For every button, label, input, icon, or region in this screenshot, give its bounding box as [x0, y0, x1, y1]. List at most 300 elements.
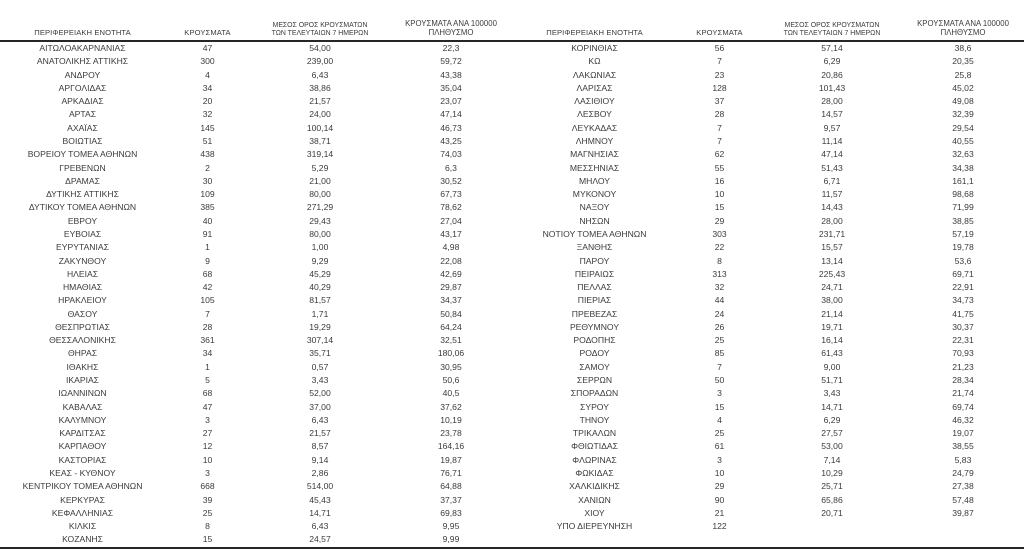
cases-cell: 16	[714, 175, 725, 186]
per100k-cell: 37,37	[440, 494, 462, 505]
table-row	[0, 494, 512, 507]
cases-cell: 15	[714, 202, 725, 213]
table-row	[0, 281, 512, 294]
cases-cell: 34	[202, 82, 213, 93]
table-row	[0, 414, 512, 427]
cases-cell: 29	[714, 481, 725, 492]
region-cell: ΧΑΝΙΩΝ	[578, 494, 611, 505]
cases-cell: 42	[202, 282, 213, 293]
avg7-cell: 19,71	[821, 321, 843, 332]
cases-cell: 68	[202, 268, 213, 279]
per100k-cell: 30,37	[952, 321, 974, 332]
avg7-cell: 1,71	[311, 308, 329, 319]
table-row	[512, 414, 1024, 427]
cases-cell: 23	[714, 69, 725, 80]
avg7-cell: 11,57	[821, 189, 843, 200]
per100k-cell: 4,98	[442, 242, 460, 253]
cases-cell: 3	[717, 454, 722, 465]
avg7-cell: 21,00	[309, 175, 331, 186]
cases-cell: 8	[717, 255, 722, 266]
avg7-cell: 81,57	[309, 295, 331, 306]
per100k-cell: 50,6	[442, 375, 460, 386]
per100k-cell: 37,62	[440, 401, 462, 412]
table-row	[512, 347, 1024, 360]
avg7-cell: 1,00	[311, 242, 329, 253]
region-cell: ΚΕΦΑΛΛΗΝΙΑΣ	[51, 507, 114, 518]
avg7-cell: 3,43	[311, 375, 329, 386]
cases-cell: 55	[714, 162, 725, 173]
region-cell: ΚΑΒΑΛΑΣ	[62, 401, 103, 412]
table-row	[512, 427, 1024, 440]
cases-cell: 300	[200, 56, 215, 67]
cases-cell: 56	[714, 43, 725, 53]
table-row	[512, 387, 1024, 400]
cases-cell: 39	[202, 494, 213, 505]
region-cell: ΠΙΕΡΙΑΣ	[577, 295, 612, 306]
per100k-cell: 43,38	[440, 69, 462, 80]
column-header-cases: ΚΡΟΥΣΜΑΤΑ	[184, 28, 231, 38]
cases-cell: 27	[202, 428, 213, 439]
cases-cell: 90	[714, 494, 725, 505]
region-cell: ΘΑΣΟΥ	[67, 308, 98, 319]
per100k-cell: 57,19	[952, 228, 974, 239]
region-cell: ΓΡΕΒΕΝΩΝ	[59, 162, 106, 173]
cases-cell: 25	[714, 335, 725, 346]
avg7-cell: 37,00	[309, 401, 331, 412]
per100k-cell: 22,31	[952, 335, 974, 346]
per100k-cell: 50,84	[440, 308, 462, 319]
table-row	[512, 361, 1024, 374]
column-header-cases: ΚΡΟΥΣΜΑΤΑ	[696, 28, 743, 38]
table-row	[512, 148, 1024, 161]
per100k-cell: 59,72	[440, 56, 462, 67]
avg7-cell: 307,14	[306, 335, 334, 346]
cases-cell: 44	[714, 295, 725, 306]
cases-cell: 34	[202, 348, 213, 359]
cases-cell: 22	[714, 242, 725, 253]
table-row	[512, 241, 1024, 254]
table-row	[512, 308, 1024, 321]
region-cell: ΚΕΑΣ - ΚΥΘΝΟΥ	[49, 468, 116, 478]
avg7-cell: 14,43	[821, 202, 843, 213]
per100k-cell	[902, 520, 1024, 533]
avg7-cell: 6,43	[311, 69, 329, 80]
region-cell: ΔΡΑΜΑΣ	[65, 175, 100, 186]
column-header-avg7	[762, 22, 902, 38]
table-row	[0, 201, 512, 214]
avg7-cell: 2,86	[311, 468, 329, 478]
region-cell: ΚΩ	[588, 56, 601, 67]
per100k-cell: 34,73	[952, 295, 974, 306]
per100k-cell: 40,5	[442, 388, 460, 399]
region-cell: ΛΑΣΙΘΙΟΥ	[574, 96, 615, 107]
per100k-cell: 71,99	[952, 202, 974, 213]
region-cell: ΣΕΡΡΩΝ	[576, 375, 613, 386]
cases-cell: 361	[200, 335, 215, 346]
per100k-cell: 49,08	[952, 96, 974, 107]
region-cell: ΕΥΒΟΙΑΣ	[63, 228, 102, 239]
table-row	[0, 255, 512, 268]
avg7-cell: 3,43	[823, 388, 841, 399]
region-cell: ΚΙΛΚΙΣ	[68, 521, 97, 532]
right-table-body	[512, 42, 1024, 533]
per100k-cell: 64,24	[440, 321, 462, 332]
avg7-cell: 24,71	[821, 282, 843, 293]
avg7-cell: 9,00	[823, 361, 841, 372]
table-row	[512, 122, 1024, 135]
cases-cell: 12	[202, 441, 213, 452]
per100k-cell: 30,52	[440, 175, 462, 186]
region-cell: ΚΟΖΑΝΗΣ	[62, 534, 103, 545]
avg7-cell: 16,14	[821, 335, 843, 346]
table-row	[0, 228, 512, 241]
per100k-cell: 47,14	[440, 109, 462, 120]
cases-cell: 61	[714, 441, 725, 452]
per100k-cell: 76,71	[440, 468, 462, 478]
region-cell: ΝΗΣΩΝ	[579, 215, 610, 226]
region-cell: ΠΕΙΡΑΙΩΣ	[574, 268, 615, 279]
cases-cell: 7	[717, 56, 722, 67]
table-row	[0, 374, 512, 387]
region-cell: ΖΑΚΥΝΘΟΥ	[58, 255, 107, 266]
table-row	[0, 401, 512, 414]
cases-cell: 385	[200, 202, 215, 213]
per100k-cell: 78,62	[440, 202, 462, 213]
avg7-cell: 14,71	[309, 507, 331, 518]
per100k-cell: 34,38	[952, 162, 974, 173]
table-row	[0, 108, 512, 121]
region-cell: ΚΕΝΤΡΙΚΟΥ ΤΟΜΕΑ ΑΘΗΝΩΝ	[22, 481, 143, 492]
avg7-cell: 21,57	[309, 96, 331, 107]
column-header-per100k-line1: ΚΡΟΥΣΜΑΤΑ ΑΝΑ 100000	[405, 19, 497, 29]
cases-cell: 122	[712, 521, 727, 532]
avg7-cell: 38,71	[309, 135, 331, 146]
region-cell: ΘΕΣΣΑΛΟΝΙΚΗΣ	[49, 335, 116, 346]
region-cell: ΛΕΥΚΑΔΑΣ	[571, 122, 618, 133]
table-row	[0, 175, 512, 188]
table-row	[0, 480, 512, 493]
table-row	[0, 162, 512, 175]
cases-cell: 25	[202, 507, 213, 518]
region-cell: ΑΡΓΟΛΙΔΑΣ	[58, 82, 107, 93]
region-cell: ΗΛΕΙΑΣ	[66, 268, 99, 279]
cases-cell: 7	[717, 122, 722, 133]
per100k-cell: 9,95	[442, 521, 460, 532]
per100k-cell: 6,3	[445, 162, 457, 173]
avg7-cell: 51,43	[821, 162, 843, 173]
avg7-cell: 21,14	[821, 308, 843, 319]
cases-cell: 85	[714, 348, 725, 359]
region-cell: ΕΒΡΟΥ	[67, 215, 98, 226]
avg7-cell: 14,71	[821, 401, 843, 412]
table-row	[0, 334, 512, 347]
avg7-cell: 25,71	[821, 481, 843, 492]
avg7-cell: 38,00	[821, 295, 843, 306]
cases-cell: 7	[717, 361, 722, 372]
table-row	[512, 82, 1024, 95]
per100k-cell: 10,19	[440, 414, 462, 425]
column-header-avg7-line1: ΜΕΣΟΣ ΟΡΟΣ ΚΡΟΥΣΜΑΤΩΝ	[784, 22, 880, 30]
cases-cell: 68	[202, 388, 213, 399]
left-table-body	[0, 42, 512, 547]
column-header-per100k	[390, 20, 512, 38]
region-cell: ΒΟΙΩΤΙΑΣ	[62, 135, 103, 146]
table-row	[512, 55, 1024, 68]
avg7-cell: 21,57	[309, 428, 331, 439]
avg7-cell: 40,29	[309, 282, 331, 293]
avg7-cell: 80,00	[309, 228, 331, 239]
table-row	[0, 361, 512, 374]
cases-cell: 26	[714, 321, 725, 332]
cases-cell: 10	[202, 454, 213, 465]
region-cell: ΛΕΣΒΟΥ	[577, 109, 612, 120]
cases-cell: 303	[712, 228, 727, 239]
table-row	[512, 188, 1024, 201]
table-row	[0, 122, 512, 135]
per100k-cell: 45,02	[952, 82, 974, 93]
per100k-cell: 28,34	[952, 375, 974, 386]
per100k-cell: 161,1	[952, 175, 974, 186]
table-row	[0, 69, 512, 82]
avg7-cell: 6,43	[311, 521, 329, 532]
per100k-cell: 98,68	[952, 189, 974, 200]
region-cell: ΣΠΟΡΑΔΩΝ	[570, 388, 619, 399]
per100k-cell: 27,04	[440, 215, 462, 226]
cases-cell: 47	[202, 401, 213, 412]
per100k-cell: 20,35	[952, 56, 974, 67]
region-cell: ΔΥΤΙΚΟΥ ΤΟΜΕΑ ΑΘΗΝΩΝ	[28, 202, 137, 213]
table-row	[0, 467, 512, 480]
avg7-cell: 54,00	[309, 43, 331, 53]
table-row	[0, 294, 512, 307]
table-row	[512, 108, 1024, 121]
cases-cell: 4	[205, 69, 210, 80]
avg7-cell: 52,00	[309, 388, 331, 399]
table-row	[0, 454, 512, 467]
per100k-cell: 35,04	[440, 82, 462, 93]
table-row	[512, 467, 1024, 480]
region-cell: ΞΑΝΘΗΣ	[576, 242, 613, 253]
table-row	[512, 454, 1024, 467]
table-row	[512, 294, 1024, 307]
table-row	[512, 281, 1024, 294]
column-header-region: ΠΕΡΙΦΕΡΕΙΑΚΗ ΕΝΟΤΗΤΑ	[34, 28, 131, 38]
avg7-cell: 6,29	[823, 414, 841, 425]
region-cell: ΙΚΑΡΙΑΣ	[65, 375, 99, 386]
per100k-cell: 53,6	[954, 255, 972, 266]
region-cell: ΜΑΓΝΗΣΙΑΣ	[570, 149, 619, 160]
region-cell: ΜΕΣΣΗΝΙΑΣ	[569, 162, 620, 173]
cases-cell: 4	[717, 414, 722, 425]
region-cell: ΦΘΙΩΤΙΔΑΣ	[571, 441, 618, 452]
region-cell: ΔΥΤΙΚΗΣ ΑΤΤΙΚΗΣ	[46, 189, 119, 200]
avg7-cell: 8,57	[311, 441, 329, 452]
avg7-cell: 38,86	[309, 82, 331, 93]
avg7-cell: 57,14	[821, 43, 843, 53]
cases-cell: 91	[202, 228, 213, 239]
table-row	[0, 241, 512, 254]
region-cell: ΘΗΡΑΣ	[67, 348, 98, 359]
table-row	[512, 69, 1024, 82]
avg7-cell: 6,43	[311, 414, 329, 425]
per100k-cell: 23,78	[440, 428, 462, 439]
region-cell: ΤΗΝΟΥ	[579, 414, 610, 425]
region-cell: ΜΗΛΟΥ	[578, 175, 611, 186]
per100k-cell: 19,78	[952, 242, 974, 253]
per100k-cell: 29,54	[952, 122, 974, 133]
table-row	[0, 188, 512, 201]
region-cell: ΚΑΛΥΜΝΟΥ	[58, 414, 107, 425]
per100k-cell: 38,55	[952, 441, 974, 452]
avg7-cell: 20,71	[821, 507, 843, 518]
avg7-cell: 29,43	[309, 215, 331, 226]
cases-cell: 28	[202, 321, 213, 332]
cases-cell: 62	[714, 149, 725, 160]
region-cell: ΣΥΡΟΥ	[580, 401, 609, 412]
region-cell: ΘΕΣΠΡΩΤΙΑΣ	[55, 321, 110, 332]
cases-cell: 40	[202, 215, 213, 226]
cases-cell: 25	[714, 428, 725, 439]
region-cell: ΗΡΑΚΛΕΙΟΥ	[58, 295, 107, 306]
avg7-cell: 35,71	[309, 348, 331, 359]
table-row	[512, 162, 1024, 175]
cases-cell: 3	[205, 414, 210, 425]
per100k-cell: 67,73	[440, 189, 462, 200]
avg7-cell: 51,71	[821, 375, 843, 386]
table-row	[512, 201, 1024, 214]
avg7-cell: 53,00	[821, 441, 843, 452]
table-row	[0, 427, 512, 440]
column-header-per100k-line2: ΠΛΗΘΥΣΜΟ	[940, 28, 986, 38]
table-row	[512, 401, 1024, 414]
left-table-header	[0, 0, 512, 40]
per100k-cell: 32,63	[952, 149, 974, 160]
region-cell: ΛΑΡΙΣΑΣ	[576, 82, 613, 93]
cases-cell: 313	[712, 268, 727, 279]
region-cell: ΡΟΔΟΠΗΣ	[573, 335, 616, 346]
per100k-cell: 24,79	[952, 468, 974, 478]
header-divider-line	[0, 40, 1024, 42]
per100k-cell: 70,93	[952, 348, 974, 359]
region-cell: ΛΗΜΝΟΥ	[575, 135, 614, 146]
table-row	[0, 440, 512, 453]
region-cell: ΥΠΟ ΔΙΕΡΕΥΝΗΣΗ	[556, 521, 633, 532]
region-cell: ΜΥΚΟΝΟΥ	[572, 189, 617, 200]
per100k-cell: 34,37	[440, 295, 462, 306]
column-header-per100k-line1: ΚΡΟΥΣΜΑΤΑ ΑΝΑ 100000	[917, 19, 1009, 29]
avg7-cell: 9,57	[823, 122, 841, 133]
region-cell: ΠΑΡΟΥ	[579, 255, 610, 266]
region-cell: ΠΡΕΒΕΖΑΣ	[571, 308, 618, 319]
per100k-cell: 23,07	[440, 96, 462, 107]
region-cell: ΕΥΡΥΤΑΝΙΑΣ	[56, 242, 109, 253]
avg7-cell: 9,29	[311, 255, 329, 266]
column-header-avg7-line2: ΤΩΝ ΤΕΛΕΥΤΑΙΩΝ 7 ΗΜΕΡΩΝ	[271, 30, 369, 38]
cases-cell: 24	[714, 308, 725, 319]
cases-cell: 30	[202, 175, 213, 186]
per100k-cell: 19,07	[952, 428, 974, 439]
per100k-cell: 40,55	[952, 135, 974, 146]
table-row	[512, 135, 1024, 148]
table-row	[512, 480, 1024, 493]
table-row	[512, 42, 1024, 55]
region-cell: ΙΩΑΝΝΙΝΩΝ	[58, 388, 107, 399]
cases-cell: 50	[714, 375, 725, 386]
avg7-cell: 65,86	[821, 494, 843, 505]
per100k-cell: 43,25	[440, 135, 462, 146]
table-row	[0, 308, 512, 321]
avg7-cell: 239,00	[306, 56, 334, 67]
per100k-cell: 46,32	[952, 414, 974, 425]
cases-cell: 15	[714, 401, 725, 412]
table-row	[512, 520, 1024, 533]
avg7-cell: 6,71	[823, 175, 841, 186]
avg7-cell: 14,57	[821, 109, 843, 120]
region-cell: ΚΟΡΙΝΘΙΑΣ	[571, 43, 618, 53]
per100k-cell: 25,8	[954, 69, 972, 80]
cases-cell: 51	[202, 135, 213, 146]
region-cell: ΚΑΣΤΟΡΙΑΣ	[58, 454, 107, 465]
per100k-cell: 74,03	[440, 149, 462, 160]
avg7-cell: 15,57	[821, 242, 843, 253]
table-row	[0, 82, 512, 95]
cases-cell: 668	[200, 481, 215, 492]
avg7-cell: 19,29	[309, 321, 331, 332]
cases-cell: 1	[205, 242, 210, 253]
cases-cell: 8	[205, 521, 210, 532]
table-row	[0, 42, 512, 55]
per100k-cell: 21,74	[952, 388, 974, 399]
table-row	[0, 215, 512, 228]
region-cell: ΚΑΡΠΑΘΟΥ	[58, 441, 107, 452]
per100k-cell: 30,95	[440, 361, 462, 372]
cases-cell: 9	[205, 255, 210, 266]
table-row	[0, 507, 512, 520]
avg7-cell: 45,29	[309, 268, 331, 279]
per100k-cell: 41,75	[952, 308, 974, 319]
region-cell: ΡΟΔΟΥ	[579, 348, 610, 359]
column-header-region: ΠΕΡΙΦΕΡΕΙΑΚΗ ΕΝΟΤΗΤΑ	[546, 28, 643, 38]
cases-cell: 37	[714, 96, 725, 107]
region-cell: ΤΡΙΚΑΛΩΝ	[572, 428, 617, 439]
avg7-cell: 319,14	[306, 149, 334, 160]
region-cell: ΛΑΚΩΝΙΑΣ	[572, 69, 617, 80]
cases-cell: 3	[717, 388, 722, 399]
cases-cell: 7	[717, 135, 722, 146]
per100k-cell: 22,3	[442, 43, 460, 53]
per100k-cell: 22,91	[952, 282, 974, 293]
avg7-cell: 61,43	[821, 348, 843, 359]
cases-cell: 29	[714, 215, 725, 226]
cases-cell: 438	[200, 149, 215, 160]
table-row	[0, 268, 512, 281]
table-row	[512, 268, 1024, 281]
region-cell: ΦΩΚΙΔΑΣ	[575, 468, 614, 478]
cases-cell: 21	[714, 507, 725, 518]
avg7-cell: 24,00	[309, 109, 331, 120]
per100k-cell: 22,08	[440, 255, 462, 266]
region-cell: ΑΧΑΪΑΣ	[67, 122, 98, 133]
region-cell: ΝΑΞΟΥ	[579, 202, 610, 213]
region-cell: ΝΟΤΙΟΥ ΤΟΜΕΑ ΑΘΗΝΩΝ	[542, 228, 647, 239]
per100k-cell: 57,48	[952, 494, 974, 505]
column-header-per100k	[902, 20, 1024, 38]
cases-cell: 145	[200, 122, 215, 133]
table-row	[512, 440, 1024, 453]
region-cell: ΚΑΡΔΙΤΣΑΣ	[59, 428, 106, 439]
cases-cell: 32	[202, 109, 213, 120]
avg7-cell: 514,00	[306, 481, 334, 492]
